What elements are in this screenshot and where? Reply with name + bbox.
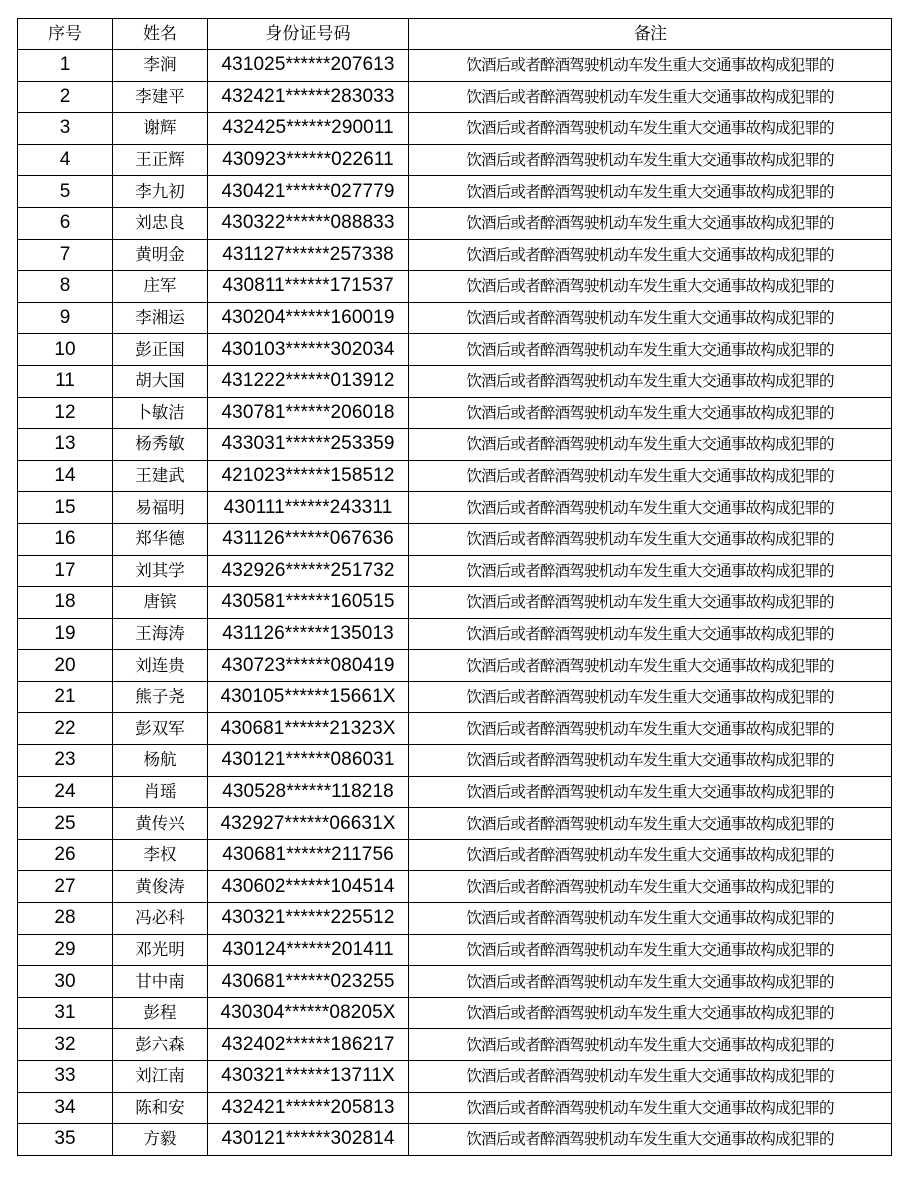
table-row bbox=[18, 871, 892, 903]
cell-serial-number: 12 bbox=[18, 397, 113, 429]
cell-name: 杨航 bbox=[113, 745, 208, 777]
cell-id-number: 430124******201411 bbox=[208, 934, 409, 966]
cell-id-number: 430781******206018 bbox=[208, 397, 409, 429]
cell-id-number: 430321******13711X bbox=[208, 1061, 409, 1093]
cell-remarks: 饮酒后或者醉酒驾驶机动车发生重大交通事故构成犯罪的 bbox=[409, 903, 892, 935]
table-row bbox=[18, 1061, 892, 1093]
cell-serial-number: 35 bbox=[18, 1124, 113, 1156]
cell-remarks: 饮酒后或者醉酒驾驶机动车发生重大交通事故构成犯罪的 bbox=[409, 271, 892, 303]
cell-id-number: 431222******013912 bbox=[208, 365, 409, 397]
cell-serial-number: 9 bbox=[18, 302, 113, 334]
cell-id-number: 432425******290011 bbox=[208, 113, 409, 145]
cell-id-number: 430121******302814 bbox=[208, 1124, 409, 1156]
cell-remarks: 饮酒后或者醉酒驾驶机动车发生重大交通事故构成犯罪的 bbox=[409, 460, 892, 492]
cell-remarks: 饮酒后或者醉酒驾驶机动车发生重大交通事故构成犯罪的 bbox=[409, 555, 892, 587]
cell-name: 李九初 bbox=[113, 176, 208, 208]
table-body bbox=[18, 50, 892, 1156]
cell-remarks: 饮酒后或者醉酒驾驶机动车发生重大交通事故构成犯罪的 bbox=[409, 997, 892, 1029]
cell-remarks: 饮酒后或者醉酒驾驶机动车发生重大交通事故构成犯罪的 bbox=[409, 334, 892, 366]
cell-id-number: 430103******302034 bbox=[208, 334, 409, 366]
cell-serial-number: 20 bbox=[18, 650, 113, 682]
table-row bbox=[18, 397, 892, 429]
cell-serial-number: 14 bbox=[18, 460, 113, 492]
cell-remarks: 饮酒后或者醉酒驾驶机动车发生重大交通事故构成犯罪的 bbox=[409, 1061, 892, 1093]
cell-name: 王海涛 bbox=[113, 618, 208, 650]
header-id-number: 身份证号码 bbox=[208, 19, 409, 50]
cell-serial-number: 7 bbox=[18, 239, 113, 271]
cell-name: 李湘运 bbox=[113, 302, 208, 334]
cell-remarks: 饮酒后或者醉酒驾驶机动车发生重大交通事故构成犯罪的 bbox=[409, 871, 892, 903]
cell-name: 李涧 bbox=[113, 50, 208, 82]
cell-name: 刘其学 bbox=[113, 555, 208, 587]
cell-id-number: 430321******225512 bbox=[208, 903, 409, 935]
cell-serial-number: 6 bbox=[18, 207, 113, 239]
cell-name: 黄俊涛 bbox=[113, 871, 208, 903]
header-name: 姓名 bbox=[113, 19, 208, 50]
cell-serial-number: 17 bbox=[18, 555, 113, 587]
table-row bbox=[18, 839, 892, 871]
cell-name: 彭六森 bbox=[113, 1029, 208, 1061]
cell-remarks: 饮酒后或者醉酒驾驶机动车发生重大交通事故构成犯罪的 bbox=[409, 839, 892, 871]
cell-serial-number: 21 bbox=[18, 681, 113, 713]
cell-serial-number: 8 bbox=[18, 271, 113, 303]
cell-id-number: 430528******118218 bbox=[208, 776, 409, 808]
table-row bbox=[18, 997, 892, 1029]
cell-id-number: 432927******06631X bbox=[208, 808, 409, 840]
cell-name: 李权 bbox=[113, 839, 208, 871]
cell-name: 邓光明 bbox=[113, 934, 208, 966]
cell-serial-number: 23 bbox=[18, 745, 113, 777]
cell-remarks: 饮酒后或者醉酒驾驶机动车发生重大交通事故构成犯罪的 bbox=[409, 50, 892, 82]
table-row bbox=[18, 460, 892, 492]
table-row bbox=[18, 681, 892, 713]
cell-serial-number: 10 bbox=[18, 334, 113, 366]
table-row bbox=[18, 144, 892, 176]
cell-remarks: 饮酒后或者醉酒驾驶机动车发生重大交通事故构成犯罪的 bbox=[409, 808, 892, 840]
cell-name: 卜敏洁 bbox=[113, 397, 208, 429]
cell-id-number: 430723******080419 bbox=[208, 650, 409, 682]
cell-name: 彭双军 bbox=[113, 713, 208, 745]
table-row bbox=[18, 81, 892, 113]
roster-table bbox=[17, 18, 892, 1156]
table-row bbox=[18, 176, 892, 208]
cell-name: 李建平 bbox=[113, 81, 208, 113]
table-row bbox=[18, 1029, 892, 1061]
table-row bbox=[18, 808, 892, 840]
cell-id-number: 431127******257338 bbox=[208, 239, 409, 271]
cell-name: 熊子尧 bbox=[113, 681, 208, 713]
cell-name: 彭正国 bbox=[113, 334, 208, 366]
cell-serial-number: 30 bbox=[18, 966, 113, 998]
cell-name: 黄明金 bbox=[113, 239, 208, 271]
cell-id-number: 430811******171537 bbox=[208, 271, 409, 303]
cell-id-number: 430923******022611 bbox=[208, 144, 409, 176]
cell-remarks: 饮酒后或者醉酒驾驶机动车发生重大交通事故构成犯罪的 bbox=[409, 523, 892, 555]
header-remarks: 备注 bbox=[409, 19, 892, 50]
cell-remarks: 饮酒后或者醉酒驾驶机动车发生重大交通事故构成犯罪的 bbox=[409, 113, 892, 145]
cell-name: 方毅 bbox=[113, 1124, 208, 1156]
table-row bbox=[18, 429, 892, 461]
cell-id-number: 432421******205813 bbox=[208, 1092, 409, 1124]
cell-remarks: 饮酒后或者醉酒驾驶机动车发生重大交通事故构成犯罪的 bbox=[409, 713, 892, 745]
table-row bbox=[18, 334, 892, 366]
table-row bbox=[18, 934, 892, 966]
cell-id-number: 431126******135013 bbox=[208, 618, 409, 650]
cell-id-number: 432926******251732 bbox=[208, 555, 409, 587]
cell-remarks: 饮酒后或者醉酒驾驶机动车发生重大交通事故构成犯罪的 bbox=[409, 587, 892, 619]
cell-id-number: 433031******253359 bbox=[208, 429, 409, 461]
cell-id-number: 432421******283033 bbox=[208, 81, 409, 113]
cell-serial-number: 31 bbox=[18, 997, 113, 1029]
cell-remarks: 饮酒后或者醉酒驾驶机动车发生重大交通事故构成犯罪的 bbox=[409, 81, 892, 113]
cell-name: 刘连贵 bbox=[113, 650, 208, 682]
table-row bbox=[18, 776, 892, 808]
cell-name: 胡大国 bbox=[113, 365, 208, 397]
cell-remarks: 饮酒后或者醉酒驾驶机动车发生重大交通事故构成犯罪的 bbox=[409, 429, 892, 461]
cell-serial-number: 18 bbox=[18, 587, 113, 619]
cell-id-number: 430681******21323X bbox=[208, 713, 409, 745]
cell-name: 刘江南 bbox=[113, 1061, 208, 1093]
cell-remarks: 饮酒后或者醉酒驾驶机动车发生重大交通事故构成犯罪的 bbox=[409, 1092, 892, 1124]
cell-id-number: 430105******15661X bbox=[208, 681, 409, 713]
cell-remarks: 饮酒后或者醉酒驾驶机动车发生重大交通事故构成犯罪的 bbox=[409, 681, 892, 713]
cell-serial-number: 2 bbox=[18, 81, 113, 113]
cell-name: 肖瑶 bbox=[113, 776, 208, 808]
cell-remarks: 饮酒后或者醉酒驾驶机动车发生重大交通事故构成犯罪的 bbox=[409, 776, 892, 808]
cell-name: 杨秀敏 bbox=[113, 429, 208, 461]
cell-remarks: 饮酒后或者醉酒驾驶机动车发生重大交通事故构成犯罪的 bbox=[409, 492, 892, 524]
cell-serial-number: 27 bbox=[18, 871, 113, 903]
cell-name: 谢辉 bbox=[113, 113, 208, 145]
cell-remarks: 饮酒后或者醉酒驾驶机动车发生重大交通事故构成犯罪的 bbox=[409, 1124, 892, 1156]
table-row bbox=[18, 650, 892, 682]
cell-name: 冯必科 bbox=[113, 903, 208, 935]
table-row bbox=[18, 50, 892, 82]
header-serial-number: 序号 bbox=[18, 19, 113, 50]
table-row bbox=[18, 207, 892, 239]
cell-serial-number: 16 bbox=[18, 523, 113, 555]
cell-name: 陈和安 bbox=[113, 1092, 208, 1124]
cell-name: 庄军 bbox=[113, 271, 208, 303]
cell-id-number: 430602******104514 bbox=[208, 871, 409, 903]
cell-remarks: 饮酒后或者醉酒驾驶机动车发生重大交通事故构成犯罪的 bbox=[409, 207, 892, 239]
cell-serial-number: 25 bbox=[18, 808, 113, 840]
cell-name: 易福明 bbox=[113, 492, 208, 524]
cell-name: 王正辉 bbox=[113, 144, 208, 176]
cell-remarks: 饮酒后或者醉酒驾驶机动车发生重大交通事故构成犯罪的 bbox=[409, 302, 892, 334]
cell-id-number: 432402******186217 bbox=[208, 1029, 409, 1061]
header-row bbox=[18, 19, 892, 50]
cell-serial-number: 32 bbox=[18, 1029, 113, 1061]
cell-name: 郑华德 bbox=[113, 523, 208, 555]
table-row bbox=[18, 1092, 892, 1124]
cell-name: 甘中南 bbox=[113, 966, 208, 998]
cell-id-number: 430421******027779 bbox=[208, 176, 409, 208]
cell-serial-number: 1 bbox=[18, 50, 113, 82]
cell-remarks: 饮酒后或者醉酒驾驶机动车发生重大交通事故构成犯罪的 bbox=[409, 239, 892, 271]
cell-serial-number: 11 bbox=[18, 365, 113, 397]
cell-id-number: 430304******08205X bbox=[208, 997, 409, 1029]
cell-id-number: 431025******207613 bbox=[208, 50, 409, 82]
cell-id-number: 430121******086031 bbox=[208, 745, 409, 777]
table-row bbox=[18, 713, 892, 745]
cell-name: 刘忠良 bbox=[113, 207, 208, 239]
cell-remarks: 饮酒后或者醉酒驾驶机动车发生重大交通事故构成犯罪的 bbox=[409, 397, 892, 429]
table-header bbox=[18, 19, 892, 50]
table-row bbox=[18, 618, 892, 650]
cell-serial-number: 4 bbox=[18, 144, 113, 176]
cell-serial-number: 3 bbox=[18, 113, 113, 145]
table-row bbox=[18, 523, 892, 555]
cell-remarks: 饮酒后或者醉酒驾驶机动车发生重大交通事故构成犯罪的 bbox=[409, 144, 892, 176]
cell-remarks: 饮酒后或者醉酒驾驶机动车发生重大交通事故构成犯罪的 bbox=[409, 934, 892, 966]
cell-id-number: 430681******023255 bbox=[208, 966, 409, 998]
cell-name: 彭程 bbox=[113, 997, 208, 1029]
table-row bbox=[18, 966, 892, 998]
cell-name: 王建武 bbox=[113, 460, 208, 492]
cell-id-number: 430322******088833 bbox=[208, 207, 409, 239]
cell-remarks: 饮酒后或者醉酒驾驶机动车发生重大交通事故构成犯罪的 bbox=[409, 1029, 892, 1061]
cell-serial-number: 22 bbox=[18, 713, 113, 745]
cell-serial-number: 19 bbox=[18, 618, 113, 650]
cell-serial-number: 15 bbox=[18, 492, 113, 524]
cell-id-number: 430111******243311 bbox=[208, 492, 409, 524]
cell-remarks: 饮酒后或者醉酒驾驶机动车发生重大交通事故构成犯罪的 bbox=[409, 176, 892, 208]
cell-serial-number: 5 bbox=[18, 176, 113, 208]
table-row bbox=[18, 271, 892, 303]
cell-id-number: 430581******160515 bbox=[208, 587, 409, 619]
cell-serial-number: 33 bbox=[18, 1061, 113, 1093]
cell-serial-number: 34 bbox=[18, 1092, 113, 1124]
table-row bbox=[18, 113, 892, 145]
cell-remarks: 饮酒后或者醉酒驾驶机动车发生重大交通事故构成犯罪的 bbox=[409, 365, 892, 397]
table-row bbox=[18, 903, 892, 935]
cell-id-number: 421023******158512 bbox=[208, 460, 409, 492]
table-row bbox=[18, 365, 892, 397]
cell-name: 黄传兴 bbox=[113, 808, 208, 840]
cell-id-number: 431126******067636 bbox=[208, 523, 409, 555]
cell-remarks: 饮酒后或者醉酒驾驶机动车发生重大交通事故构成犯罪的 bbox=[409, 650, 892, 682]
table-row bbox=[18, 745, 892, 777]
cell-remarks: 饮酒后或者醉酒驾驶机动车发生重大交通事故构成犯罪的 bbox=[409, 745, 892, 777]
cell-remarks: 饮酒后或者醉酒驾驶机动车发生重大交通事故构成犯罪的 bbox=[409, 618, 892, 650]
cell-serial-number: 24 bbox=[18, 776, 113, 808]
cell-serial-number: 13 bbox=[18, 429, 113, 461]
cell-serial-number: 26 bbox=[18, 839, 113, 871]
cell-name: 唐镔 bbox=[113, 587, 208, 619]
table-row bbox=[18, 555, 892, 587]
cell-remarks: 饮酒后或者醉酒驾驶机动车发生重大交通事故构成犯罪的 bbox=[409, 966, 892, 998]
cell-serial-number: 29 bbox=[18, 934, 113, 966]
cell-id-number: 430204******160019 bbox=[208, 302, 409, 334]
cell-id-number: 430681******211756 bbox=[208, 839, 409, 871]
table-row bbox=[18, 239, 892, 271]
table-row bbox=[18, 1124, 892, 1156]
table-row bbox=[18, 302, 892, 334]
cell-serial-number: 28 bbox=[18, 903, 113, 935]
table-row bbox=[18, 492, 892, 524]
table-row bbox=[18, 587, 892, 619]
